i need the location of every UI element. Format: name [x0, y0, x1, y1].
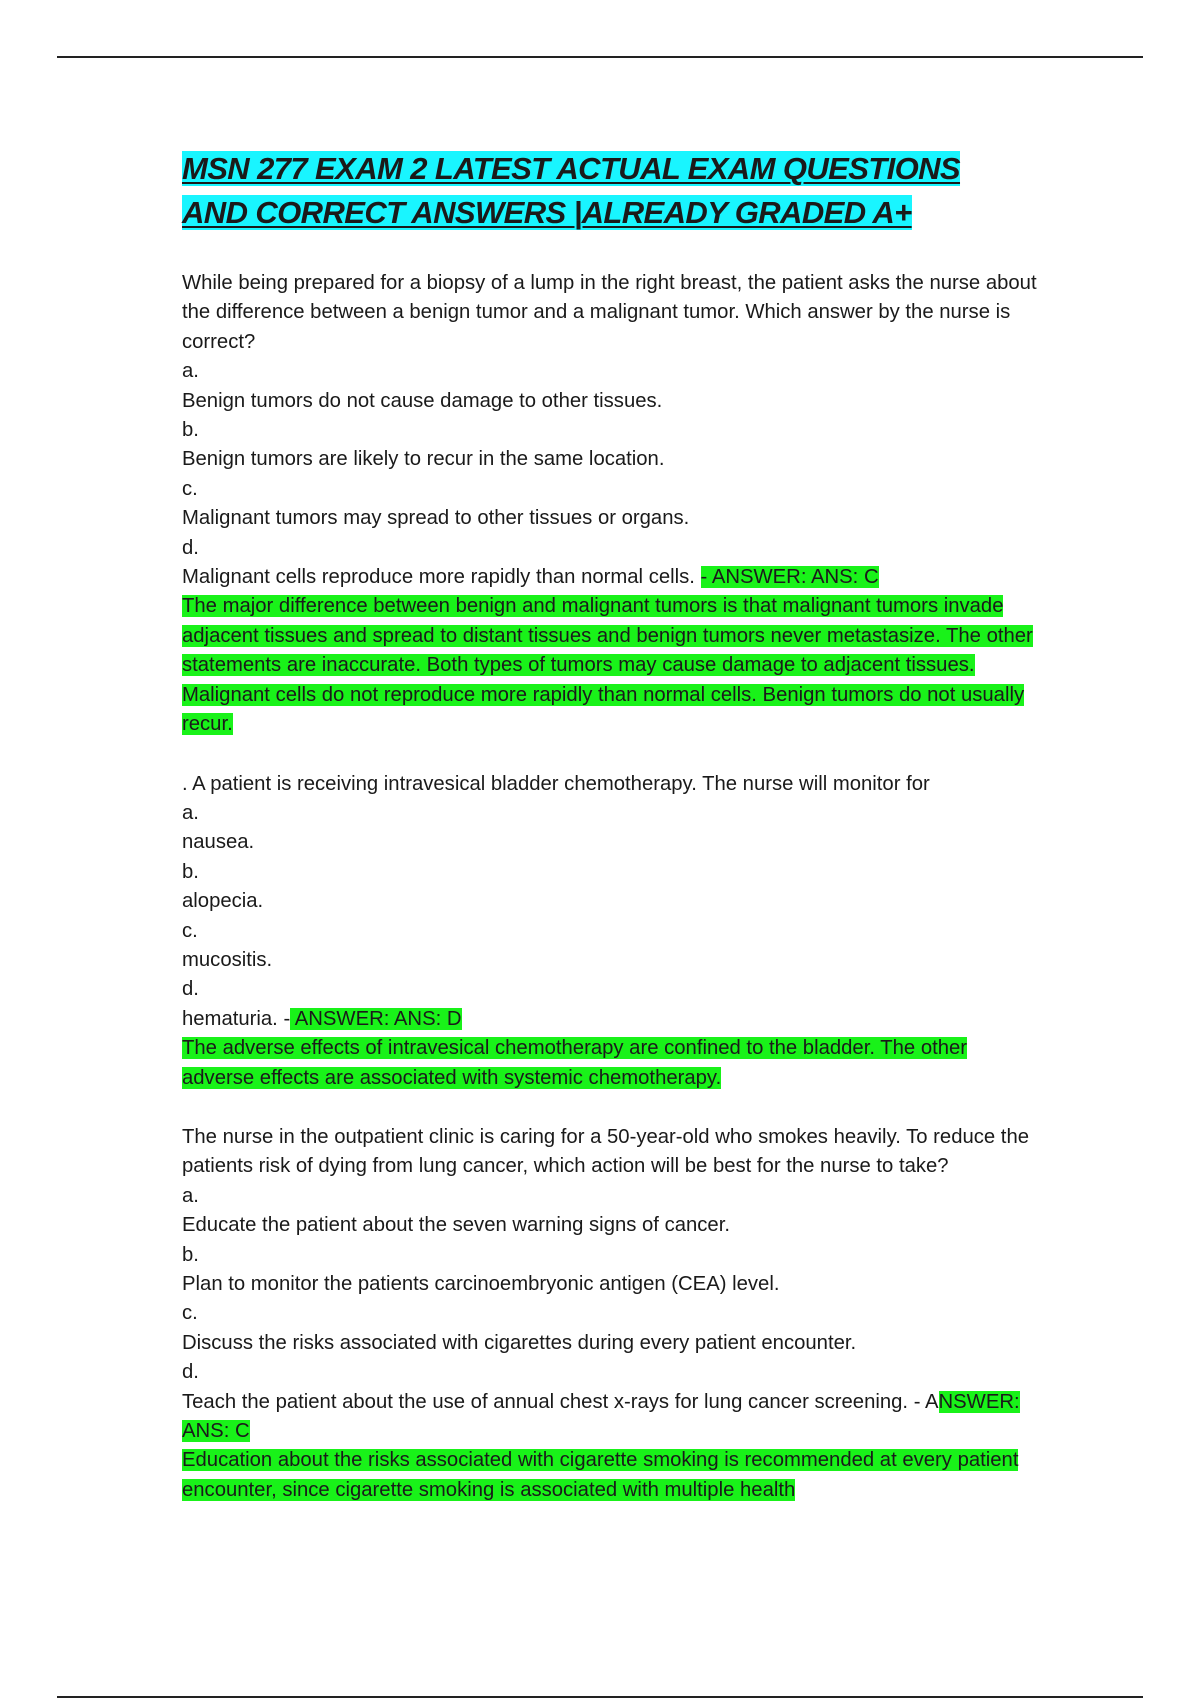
answer-label: NSWER: ANS: C — [182, 1390, 1020, 1443]
option-text: Teach the patient about the use of annual chest x-rays for lung cancer screening. - A — [182, 1390, 939, 1413]
rationale-text: The adverse effects of intravesical chemotherapy are confined to the bladder. The other adverse effects are associated with systemic chemotherapy. — [182, 1037, 968, 1089]
option-text: Malignant tumors may spread to other tissues or organs. — [182, 507, 690, 530]
option-letter: c. — [182, 1302, 198, 1325]
rationale-text: The major difference between benign and malignant tumors is that malignant tumors invade adjacent tissues and spread to distant tissues and benign tumors never metastasize. The other statements are inaccurate. Both types of tumors may cause damage to adjacent tissues. Malignant cells do not reproduce more rapidly than normal cells. Benign tumors do not usually recur. — [182, 595, 1033, 736]
option-letter: a. — [182, 1184, 199, 1207]
option-text: Educate the patient about the seven warning signs of cancer. — [182, 1214, 730, 1237]
answer-label: - ANSWER: ANS: C — [700, 566, 879, 589]
option-text: Plan to monitor the patients carcinoembryonic antigen (CEA) level. — [182, 1273, 780, 1295]
option-letter: b. — [182, 860, 199, 883]
option-text: Discuss the risks associated with cigarettes during every patient encounter. — [182, 1331, 857, 1354]
question-stem: . A patient is receiving intravesical bladder chemotherapy. The nurse will monitor for — [182, 772, 930, 795]
question-block — [182, 269, 1042, 740]
option-text: hematuria. - — [182, 1007, 291, 1030]
document-title — [182, 147, 1042, 235]
header-rule — [57, 56, 1143, 58]
option-text: Benign tumors do not cause damage to other tissues. — [182, 389, 663, 412]
option-text: Benign tumors are likely to recur in the same location. — [182, 448, 665, 471]
option-line-with-answer — [182, 1388, 1042, 1447]
option-letter: b. — [182, 1243, 199, 1266]
option-line-with-answer — [182, 1005, 1042, 1034]
option-text: alopecia. — [182, 890, 264, 913]
answer-label: ANSWER: ANS: D — [290, 1007, 462, 1030]
option-text: Malignant cells reproduce more rapidly than normal cells. — [182, 566, 701, 589]
option-line-with-answer — [182, 563, 1042, 592]
option-text: nausea. — [182, 831, 255, 854]
option-letter: d. — [182, 978, 199, 1001]
question-block — [182, 770, 1042, 1093]
option-text: mucositis. — [182, 948, 273, 971]
question-block — [182, 1123, 1042, 1505]
rationale-paragraph — [182, 1446, 1042, 1505]
document-body — [182, 147, 1042, 1535]
rationale-text: Education about the risks associated with cigarette smoking is recommended at every patient encounter, since cigarette smoking is associated with multiple health — [182, 1449, 1019, 1501]
option-letter: b. — [182, 419, 199, 442]
option-letter: a. — [182, 360, 199, 383]
question-stem: The nurse in the outpatient clinic is caring for a 50-year-old who smokes heavily. To reduce the patients risk of dying from lung cancer, which action will be best for the nurse to take? — [182, 1125, 1029, 1178]
option-letter: a. — [182, 801, 199, 824]
option-letter: c. — [182, 919, 198, 942]
rationale-paragraph — [182, 1034, 1042, 1093]
title-line-2: AND CORRECT ANSWERS |ALREADY GRADED A+ — [182, 195, 912, 230]
option-letter: d. — [182, 536, 199, 559]
footer-rule — [57, 1696, 1143, 1698]
title-line-1: MSN 277 EXAM 2 LATEST ACTUAL EXAM QUESTIONS — [182, 151, 961, 186]
rationale-paragraph — [182, 592, 1042, 739]
question-stem: While being prepared for a biopsy of a lump in the right breast, the patient asks the nurse about the difference between a benign tumor and a malignant tumor. Which answer by the nurse is correct? — [182, 272, 1037, 353]
option-letter: c. — [182, 477, 198, 500]
option-letter: d. — [182, 1361, 199, 1384]
